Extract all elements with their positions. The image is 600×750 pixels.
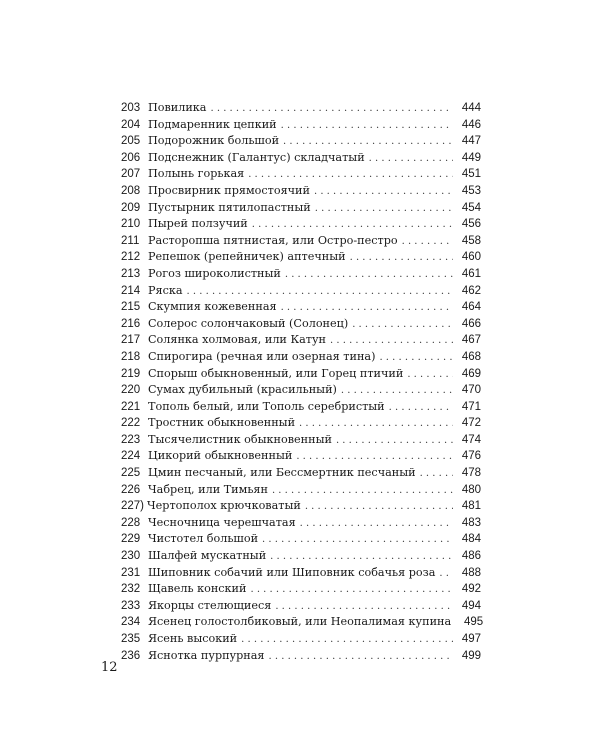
dot-leader	[296, 449, 453, 466]
dot-leader	[285, 267, 453, 284]
toc-entry-title: Шиповник собачий или Шиповник собачья роза	[148, 565, 436, 579]
toc-entry-page: 481	[461, 500, 481, 513]
toc-entry	[121, 598, 481, 615]
toc-entry-page: 469	[461, 367, 481, 380]
toc-entry-page: 444	[461, 102, 481, 114]
toc-entry-page: 474	[461, 433, 481, 446]
toc-entry	[121, 614, 484, 631]
toc-entry-title: Яснотка пурпурная	[148, 648, 265, 662]
toc-entry	[121, 100, 481, 117]
toc-entry-page: 460	[461, 251, 481, 264]
dot-leader	[241, 632, 453, 649]
toc-entry	[121, 249, 481, 266]
toc-entry	[121, 166, 481, 183]
dot-leader	[314, 184, 453, 201]
toc-entry-page: 453	[461, 184, 481, 197]
toc-entry	[121, 482, 481, 499]
toc-entry-number: 231	[121, 566, 141, 579]
toc-entry	[121, 631, 481, 648]
toc-entry	[121, 399, 481, 416]
toc-entry-number: 206	[121, 151, 141, 164]
toc-entry-page: 468	[461, 350, 481, 363]
toc-entry-page: 464	[461, 301, 481, 314]
dot-leader	[272, 483, 453, 500]
toc-entry-page: 462	[461, 284, 481, 297]
toc-entry-page: 499	[461, 649, 481, 662]
toc-entry-page: 488	[461, 566, 481, 579]
toc-entry	[121, 448, 481, 465]
toc-entry-number: 205	[121, 135, 141, 148]
toc-entry	[121, 498, 481, 515]
toc-entry-title: Пырей ползучий	[148, 217, 248, 231]
toc-entry-page: 494	[461, 599, 481, 612]
toc-entry-number: 207	[121, 168, 141, 181]
toc-entry-page: 470	[461, 384, 481, 397]
dot-leader	[330, 333, 453, 350]
toc-entry-page: 472	[461, 417, 481, 430]
toc-entry-page: 456	[461, 218, 481, 231]
toc-entry-title: Щавель конский	[148, 582, 247, 596]
toc-entry-page: 447	[461, 135, 481, 148]
toc-entry	[121, 216, 481, 233]
toc-entry-page: 446	[461, 118, 481, 131]
dot-leader	[336, 433, 453, 450]
dot-leader	[210, 101, 453, 118]
toc-entry-number: 233	[121, 599, 141, 612]
toc-entry	[121, 117, 481, 134]
toc-entry-title: Пустырник пятилопастный	[148, 200, 311, 214]
toc-entry	[121, 283, 481, 300]
table-of-contents	[121, 100, 484, 664]
page-number: 12	[101, 660, 118, 675]
toc-entry-number: 236	[121, 649, 141, 662]
toc-entry-page: 478	[461, 467, 481, 480]
toc-entry	[121, 581, 481, 598]
toc-entry-number: 220	[121, 384, 141, 397]
toc-entry-title: Рогоз широколистный	[148, 266, 281, 280]
toc-entry-number: 213	[121, 267, 141, 280]
toc-entry-page: 466	[461, 317, 481, 330]
toc-entry-number: 227)	[121, 500, 145, 513]
toc-entry-page: 471	[461, 400, 481, 413]
toc-entry	[121, 382, 481, 399]
toc-entry-title: Чабрец, или Тимьян	[148, 482, 268, 496]
toc-entry-title: Чертополох крючковатый	[147, 499, 301, 513]
toc-entry-number: 212	[121, 251, 141, 264]
toc-entry-number: 211	[121, 234, 140, 247]
toc-entry-title: Тополь белый, или Тополь серебристый	[148, 399, 385, 413]
toc-entry-page: 484	[461, 533, 481, 546]
toc-entry-number: 210	[121, 218, 141, 231]
toc-entry-page: 495	[463, 616, 484, 629]
toc-entry-title: Полынь горькая	[148, 167, 245, 181]
dot-leader	[299, 416, 453, 433]
dot-leader	[248, 167, 453, 184]
dot-leader	[315, 201, 453, 218]
toc-entry-title: Подорожник большой	[148, 134, 280, 148]
toc-entry-number: 223	[121, 433, 141, 446]
dot-leader	[283, 134, 453, 151]
toc-entry-title: Чистотел большой	[148, 532, 259, 546]
toc-entry-number: 230	[121, 550, 141, 563]
toc-entry-number: 234	[121, 616, 141, 629]
toc-entry-number: 224	[121, 450, 141, 463]
toc-entry-page: 461	[461, 267, 481, 280]
toc-entry-title: Солянка холмовая, или Катун	[148, 333, 326, 347]
toc-entry-title: Повилика	[148, 101, 207, 114]
toc-entry-page: 486	[461, 550, 481, 563]
toc-entry-number: 203	[121, 102, 141, 114]
dot-leader	[275, 599, 453, 616]
toc-entry-title: Цмин песчаный, или Бессмертник песчаный	[148, 466, 416, 480]
toc-entry	[121, 150, 481, 167]
toc-entry	[121, 548, 481, 565]
toc-entry	[121, 133, 481, 150]
toc-entry-number: 221	[121, 400, 141, 413]
toc-entry-page: 458	[461, 234, 481, 247]
toc-entry	[121, 531, 481, 548]
dot-leader	[300, 516, 453, 533]
toc-entry-title: Чесночница черешчатая	[148, 515, 296, 529]
toc-entry-title: Цикорий обыкновенный	[148, 449, 293, 463]
toc-entry-page: 476	[461, 450, 481, 463]
toc-entry-title: Репешок (репейничек) аптечный	[148, 250, 346, 264]
toc-entry-title: Скумпия кожевенная	[148, 300, 277, 314]
toc-entry	[121, 266, 481, 283]
toc-entry-number: 228	[121, 516, 141, 529]
toc-entry	[121, 349, 481, 366]
toc-entry-number: 208	[121, 184, 141, 197]
dot-leader	[350, 250, 453, 267]
toc-entry	[121, 233, 481, 250]
dot-leader	[352, 317, 453, 334]
toc-entry-number: 218	[121, 350, 141, 363]
toc-entry	[121, 183, 481, 200]
toc-entry-title: Тростник обыкновенный	[148, 416, 296, 430]
toc-entry-number: 217	[121, 334, 141, 347]
dot-leader	[389, 400, 453, 417]
toc-entry-page: 497	[461, 633, 481, 645]
toc-entry-number: 225	[121, 467, 141, 480]
dot-leader	[269, 649, 454, 666]
toc-entry-number: 215	[121, 301, 141, 314]
toc-entry-title: Просвирник прямостоячий	[148, 183, 310, 197]
toc-entry	[121, 332, 481, 349]
toc-entry-title: Солерос солончаковый (Солонец)	[148, 316, 349, 330]
dot-leader	[250, 582, 453, 599]
toc-entry-number: 232	[121, 583, 141, 596]
toc-entry	[121, 366, 481, 383]
toc-entry	[121, 316, 481, 333]
toc-entry-title: Сумах дубильный (красильный)	[148, 383, 337, 397]
toc-entry-title: Якорцы стелющиеся	[148, 598, 272, 612]
toc-entry	[121, 565, 481, 582]
toc-entry-page: 449	[461, 151, 481, 164]
toc-entry-page: 492	[461, 583, 481, 596]
toc-entry-title: Подмаренник цепкий	[148, 117, 277, 131]
toc-entry-page: 467	[461, 334, 481, 347]
toc-entry-number: 229	[121, 533, 141, 546]
dot-leader	[252, 217, 453, 234]
toc-entry-number: 219	[121, 367, 141, 380]
dot-leader	[420, 466, 453, 483]
toc-entry-number: 214	[121, 284, 141, 297]
toc-entry-title: Ряска	[148, 283, 183, 297]
toc-entry-number: 209	[121, 201, 141, 214]
dot-leader	[439, 566, 453, 583]
toc-entry-title: Спорыш обыкновенный, или Горец птичий	[148, 366, 404, 380]
toc-entry-title: Расторопша пятнистая, или Остро-пестро	[148, 233, 398, 247]
dot-leader	[281, 118, 453, 135]
toc-entry-page: 451	[461, 168, 481, 181]
toc-entry	[121, 465, 481, 482]
dot-leader	[262, 532, 453, 549]
toc-entry-number: 226	[121, 483, 141, 496]
toc-entry-number: 216	[121, 317, 141, 330]
toc-entry	[121, 415, 481, 432]
dot-leader	[305, 499, 453, 516]
dot-leader	[369, 151, 453, 168]
dot-leader	[341, 383, 453, 400]
toc-entry-number: 222	[121, 417, 141, 430]
toc-entry	[121, 648, 481, 665]
dot-leader	[407, 367, 453, 384]
toc-entry-number: 235	[121, 633, 141, 645]
toc-entry-title: Ясенец голостолбиковый, или Неопалимая купина	[148, 615, 452, 629]
toc-entry-title: Ясень высокий	[148, 632, 238, 645]
toc-entry-page: 454	[461, 201, 481, 214]
toc-entry-title: Шалфей мускатный	[148, 549, 267, 563]
toc-entry	[121, 515, 481, 532]
toc-entry-number: 204	[121, 118, 141, 131]
dot-leader	[402, 234, 453, 251]
dot-leader	[281, 300, 453, 317]
toc-entry-page: 480	[461, 483, 481, 496]
dot-leader	[379, 350, 453, 367]
dot-leader	[270, 549, 453, 566]
toc-entry-title: Тысячелистник обыкновенный	[148, 432, 332, 446]
toc-entry-page: 483	[461, 516, 481, 529]
toc-entry	[121, 299, 481, 316]
dot-leader	[187, 284, 453, 301]
toc-entry-title: Спирогира (речная или озерная тина)	[148, 349, 376, 363]
toc-entry	[121, 432, 481, 449]
toc-entry-title: Подснежник (Галантус) складчатый	[148, 150, 365, 164]
toc-entry	[121, 200, 481, 217]
